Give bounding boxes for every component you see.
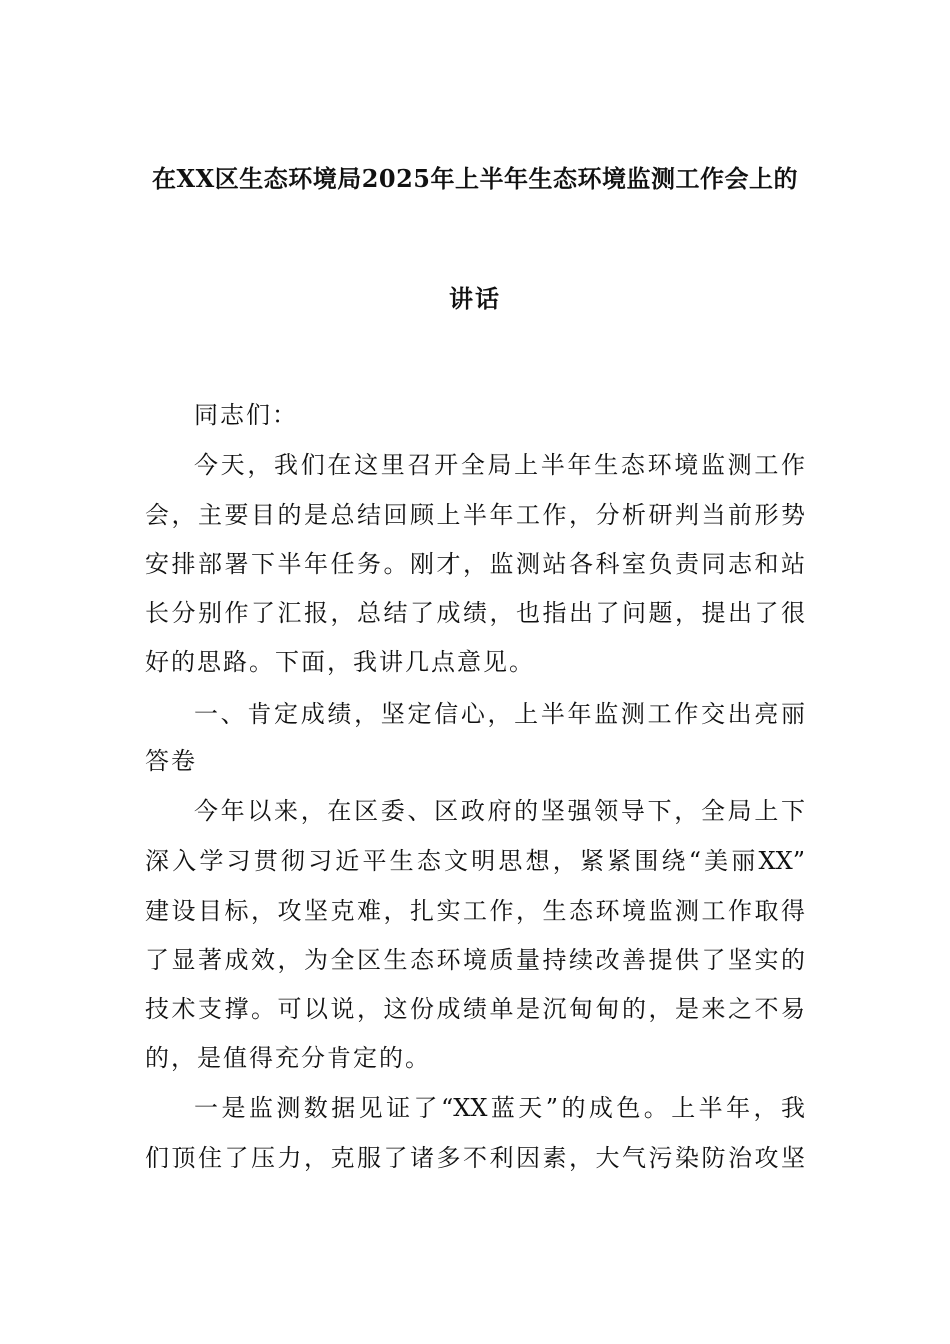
paragraph-1-line-4: 长分别作了汇报，总结了成绩，也指出了问题，提出了很 [145,599,805,627]
paragraph-2-line-1: 今年以来，在区委、区政府的坚强领导下，全局上下 [194,797,805,825]
paragraph-2-line-4: 了显著成效，为全区生态环境质量持续改善提供了坚实的 [145,946,805,974]
paragraph-1-line-2: 会，主要目的是总结回顾上半年工作，分析研判当前形势 [145,501,805,529]
paragraph-1-line-1: 今天，我们在这里召开全局上半年生态环境监测工作 [194,451,805,479]
paragraph-2-line-3: 建设目标，攻坚克难，扎实工作，生态环境监测工作取得 [145,897,805,925]
salutation: 同志们： [194,401,298,429]
document-title-line-1: 在XX区生态环境局2025年上半年生态环境监测工作会上的 [151,164,799,193]
paragraph-2-line-2: 深入学习贯彻习近平生态文明思想，紧紧围绕“美丽XX” [145,847,805,875]
paragraph-2-line-5: 技术支撑。可以说，这份成绩单是沉甸甸的，是来之不易 [145,995,805,1023]
paragraph-1-line-5: 好的思路。下面，我讲几点意见。 [145,648,535,676]
section-heading-1-line-1: 一、肯定成绩，坚定信心，上半年监测工作交出亮丽 [194,700,805,728]
paragraph-3-line-1: 一是监测数据见证了“XX蓝天”的成色。上半年，我 [194,1094,805,1122]
section-heading-1-line-2: 答卷 [145,747,197,775]
paragraph-2-line-6: 的，是值得充分肯定的。 [145,1044,431,1072]
document-title-line-2: 讲话 [449,284,501,313]
paragraph-1-line-3: 安排部署下半年任务。刚才，监测站各科室负责同志和站 [145,550,805,578]
paragraph-3-line-2: 们顶住了压力，克服了诸多不利因素，大气污染防治攻坚 [145,1144,805,1172]
